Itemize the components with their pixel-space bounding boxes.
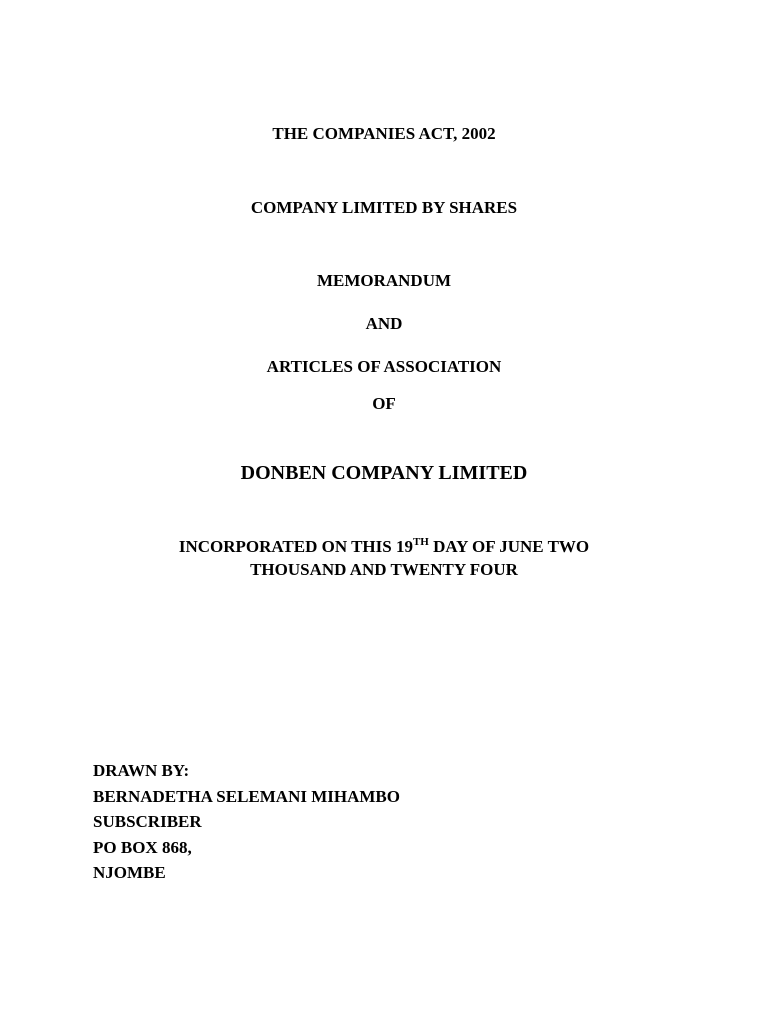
- memorandum-heading: MEMORANDUM: [316, 271, 452, 290]
- drawn-by-role: SUBSCRIBER: [93, 812, 202, 831]
- incorporation-line-1: [0, 536, 768, 558]
- articles-heading: ARTICLES OF ASSOCIATION: [266, 357, 502, 376]
- incorporation-prefix: INCORPORATED ON THIS 19: [178, 537, 413, 556]
- drawn-by-block: [93, 758, 400, 886]
- incorporation-line-2: THOUSAND AND TWENTY FOUR: [250, 560, 518, 579]
- company-name: DONBEN COMPANY LIMITED: [240, 462, 528, 484]
- company-type-heading: COMPANY LIMITED BY SHARES: [250, 198, 518, 217]
- and-heading: AND: [365, 314, 403, 333]
- ordinal-superscript: TH: [412, 536, 429, 548]
- drawn-by-label: DRAWN BY:: [93, 761, 190, 780]
- drawn-by-city: NJOMBE: [93, 863, 166, 882]
- act-title: THE COMPANIES ACT, 2002: [272, 124, 496, 143]
- incorporation-suffix: DAY OF JUNE TWO: [428, 537, 590, 556]
- of-heading: OF: [372, 394, 396, 413]
- drawn-by-address: PO BOX 868,: [93, 837, 192, 857]
- drawn-by-name: BERNADETHA SELEMANI MIHAMBO: [93, 786, 400, 806]
